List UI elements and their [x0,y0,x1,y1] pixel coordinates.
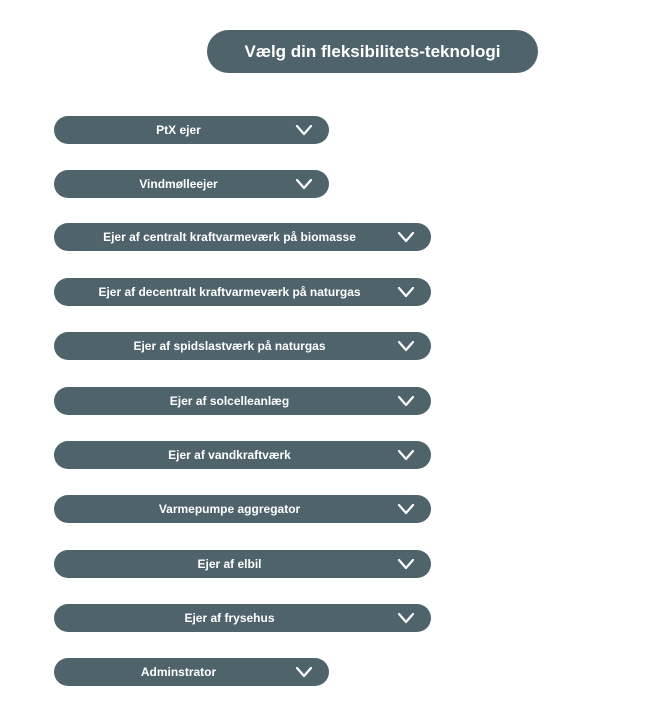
page-title-text: Vælg din fleksibilitets-teknologi [244,41,501,61]
dropdown-solcelleanlaeg[interactable] [54,387,431,415]
dropdown-ptx-ejer[interactable] [54,116,329,144]
dropdown-frysehus[interactable] [54,604,431,632]
chevron-down-icon [397,285,415,299]
chevron-down-icon [397,230,415,244]
chevron-down-icon [397,611,415,625]
dropdown-label: Varmepumpe aggregator [158,502,301,516]
dropdown-label: Ejer af centralt kraftvarmeværk på biomasse [103,230,356,244]
dropdown-centralt-kraftvarmevaerk[interactable] [54,223,431,251]
dropdown-label: Ejer af frysehus [184,611,275,625]
chevron-down-icon [397,502,415,516]
dropdown-spidslastvaerk[interactable] [54,332,431,360]
dropdown-varmepumpe-aggregator[interactable] [54,495,431,523]
chevron-down-icon [397,339,415,353]
chevron-down-icon [397,448,415,462]
dropdown-label: Ejer af decentralt kraftvarmeværk på naturgas [98,285,361,299]
dropdown-label: Ejer af spidslastværk på naturgas [133,339,326,353]
chevron-down-icon [397,557,415,571]
dropdown-adminstrator[interactable] [54,658,329,686]
dropdown-vandkraftvaerk[interactable] [54,441,431,469]
dropdown-label: Vindmølleejer [139,177,218,191]
dropdown-label: PtX ejer [156,123,201,137]
dropdown-decentralt-kraftvarmevaerk[interactable] [54,278,431,306]
dropdown-label: Ejer af solcelleanlæg [169,394,290,408]
chevron-down-icon [295,123,313,137]
chevron-down-icon [295,665,313,679]
dropdown-vindmoelleejer[interactable] [54,170,329,198]
page-title [207,30,538,73]
chevron-down-icon [295,177,313,191]
chevron-down-icon [397,394,415,408]
dropdown-label: Adminstrator [140,665,217,679]
dropdown-label: Ejer af elbil [197,557,262,571]
dropdown-label: Ejer af vandkraftværk [168,448,291,462]
dropdown-elbil[interactable] [54,550,431,578]
